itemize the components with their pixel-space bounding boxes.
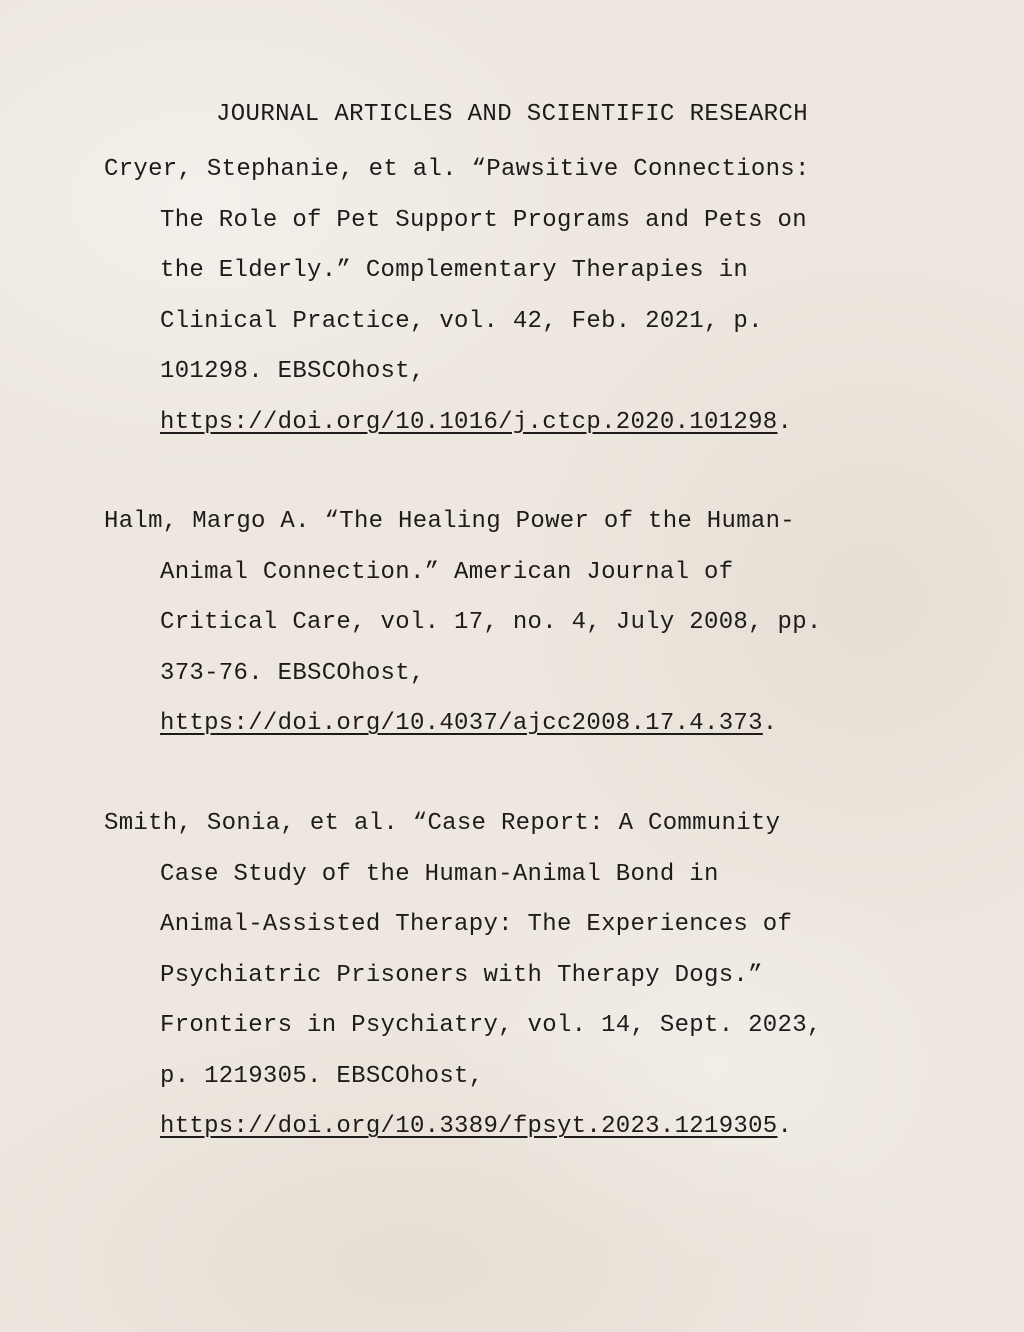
citation-doi-line (104, 398, 934, 449)
citation-line: 373-76. EBSCOhost, (160, 659, 425, 687)
section-heading: JOURNAL ARTICLES AND SCIENTIFIC RESEARCH (215, 101, 809, 128)
citation-line: Psychiatric Prisoners with Therapy Dogs.” (160, 961, 763, 989)
citation-line: 101298. EBSCOhost, (160, 358, 425, 385)
citation-line: Animal Connection.” American Journal of (160, 558, 734, 586)
doi-period: . (762, 710, 778, 737)
citation-line: The Role of Pet Support Programs and Pets on (160, 206, 807, 234)
citation-entry (104, 145, 934, 448)
citation-line: Clinical Practice, vol. 42, Feb. 2021, p. (160, 307, 763, 335)
doi-link[interactable]: https://doi.org/10.3389/fpsyt.2023.1219305 (160, 1113, 778, 1140)
doi-link[interactable]: https://doi.org/10.1016/j.ctcp.2020.101298 (160, 408, 778, 436)
citation-line: Cryer, Stephanie, et al. “Pawsitive Connections: (104, 156, 810, 183)
citation-doi-line (104, 699, 934, 750)
doi-period: . (777, 408, 793, 436)
citation-entry (104, 799, 934, 1153)
doi-link[interactable]: https://doi.org/10.4037/ajcc2008.17.4.373 (160, 710, 763, 737)
doi-period: . (777, 1113, 793, 1140)
citation-line: the Elderly.” Complementary Therapies in (160, 257, 749, 284)
citation-line: Halm, Margo A. “The Healing Power of the Human- (104, 508, 796, 535)
citation-line: Critical Care, vol. 17, no. 4, July 2008, pp. (160, 609, 822, 636)
citation-line: Case Study of the Human-Animal Bond in (160, 860, 719, 888)
citation-line: Smith, Sonia, et al. “Case Report: A Community (104, 810, 781, 837)
citation-line: Animal-Assisted Therapy: The Experiences of (160, 911, 793, 938)
citation-entry (104, 497, 934, 750)
citation-doi-line (104, 1102, 934, 1153)
citation-line: Frontiers in Psychiatry, vol. 14, Sept. 2023, (160, 1012, 822, 1039)
citation-line: p. 1219305. EBSCOhost, (160, 1062, 484, 1090)
